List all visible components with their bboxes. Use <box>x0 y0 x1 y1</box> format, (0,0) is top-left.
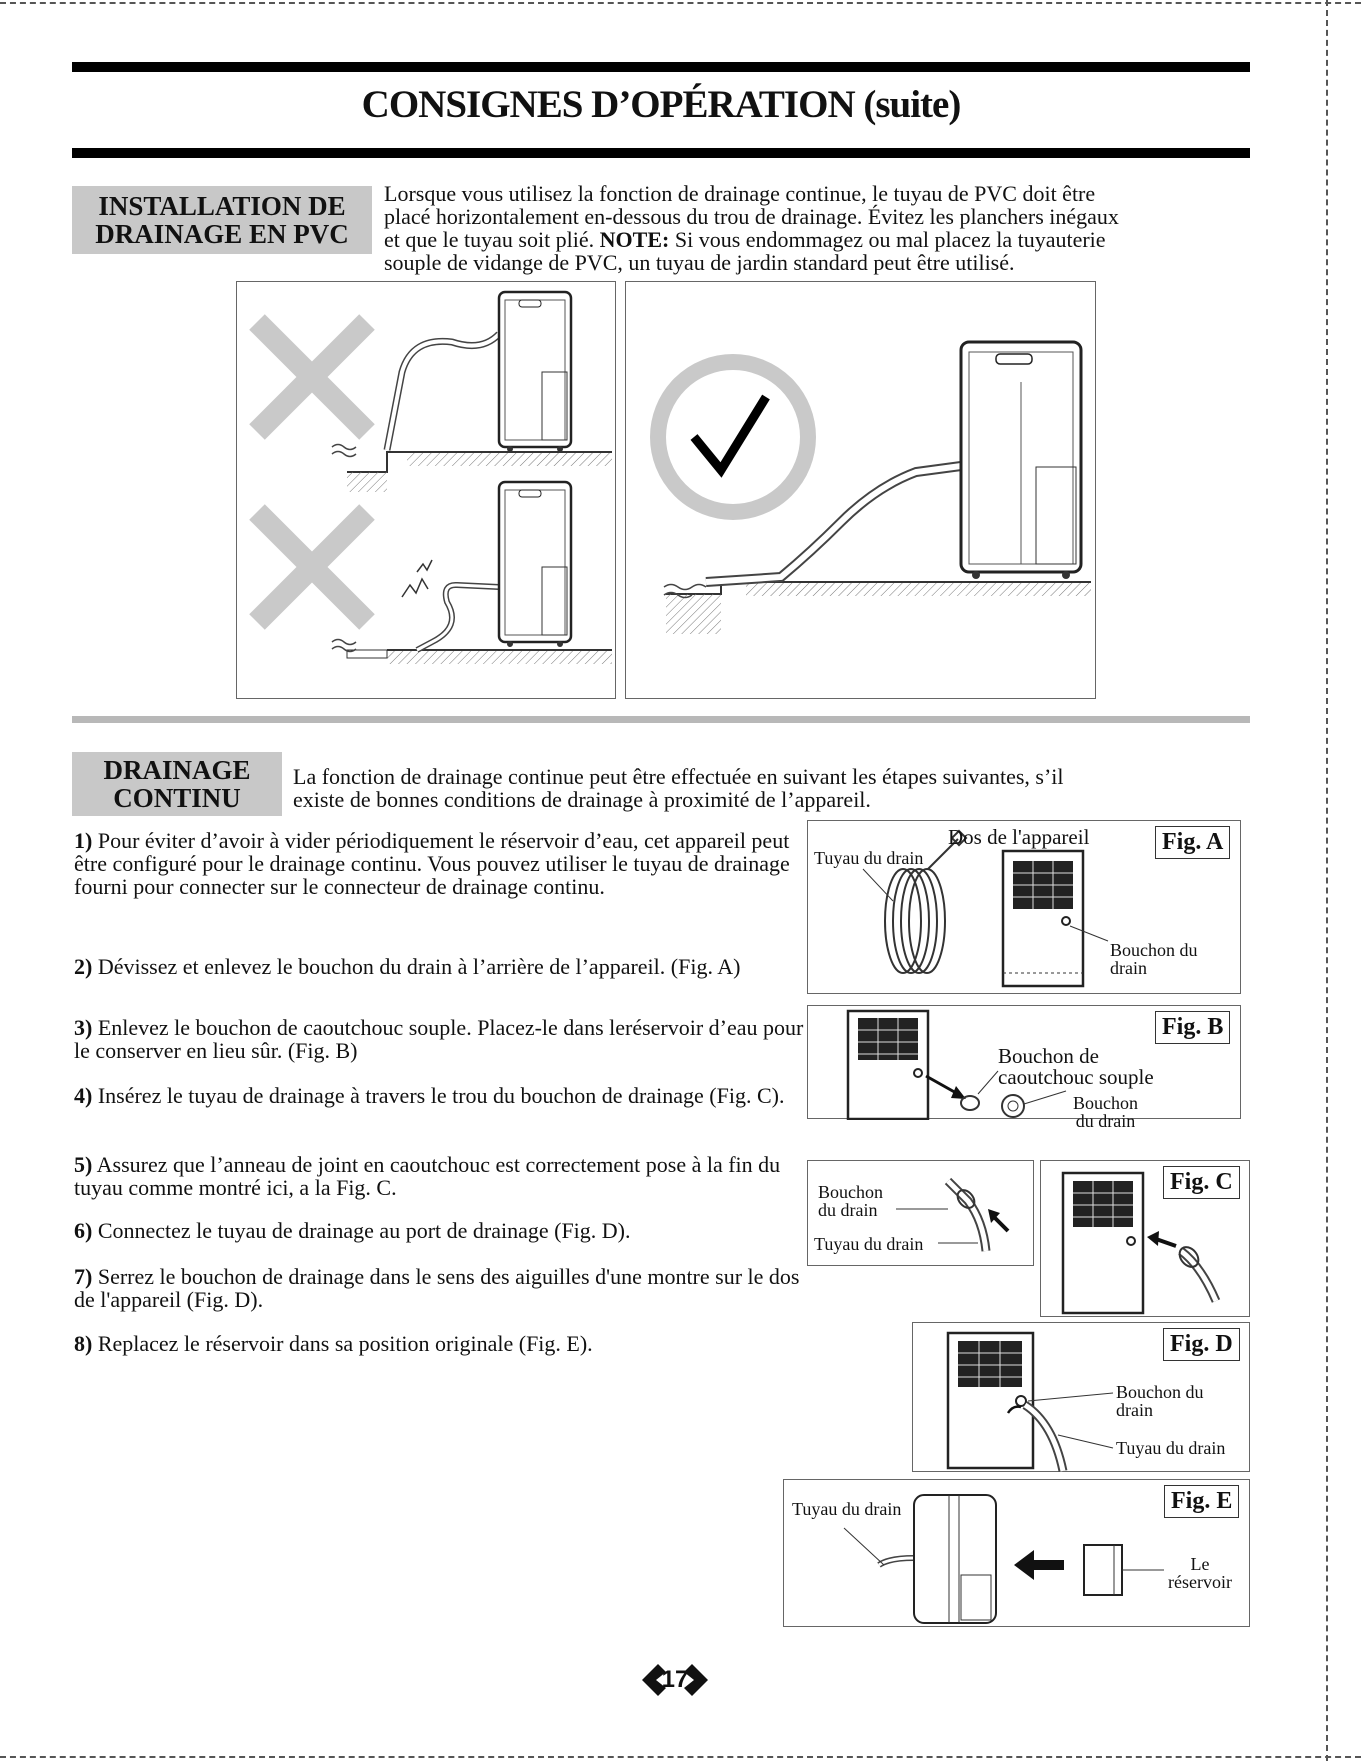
fig-d-hose-caption: Tuyau du drain <box>1116 1438 1226 1458</box>
step-text: Connectez le tuyau de drainage au port de drainage (Fig. D). <box>92 1218 631 1243</box>
pvc-text-line4: souple de vidange de PVC, un tuyau de jardin standard peut être utilisé. <box>384 250 1015 275</box>
title-rule-bottom <box>72 148 1250 158</box>
fig-a-plug-caption <box>1110 941 1198 977</box>
fig-c-plug-line2: du drain <box>818 1200 878 1220</box>
pvc-correct-illustration <box>625 281 1096 699</box>
arrow-left-icon <box>1014 1550 1064 1580</box>
continu-intro <box>293 765 1243 811</box>
step-number: 5) <box>74 1152 93 1177</box>
pvc-wrong-illustration <box>236 281 616 699</box>
step-8 <box>74 1332 804 1355</box>
fig-b-plug-line1: Bouchon <box>1073 1093 1138 1113</box>
fig-b-plug-caption <box>1073 1094 1138 1130</box>
continu-label-line2: CONTINU <box>113 783 241 813</box>
fig-e-hose-caption: Tuyau du drain <box>792 1499 902 1519</box>
step-text: Replacez le réservoir dans sa position originale (Fig. E). <box>92 1331 593 1356</box>
step-number: 6) <box>74 1218 93 1243</box>
fig-c-plug-line1: Bouchon <box>818 1182 883 1202</box>
dehumidifier-side-icon <box>914 1495 996 1623</box>
step-text: Serrez le bouchon de drainage dans le sens des aiguilles d'une montre sur le dos de l'appareil (Fig. D). <box>74 1264 800 1312</box>
fig-b-soft-line1: Bouchon de <box>998 1044 1099 1068</box>
step-number: 1) <box>74 828 93 853</box>
dehumidifier-icon <box>499 482 571 647</box>
page-border-top <box>0 2 1361 4</box>
step-text: Insérez le tuyau de drainage à travers le trou du bouchon de drainage (Fig. C). <box>92 1083 785 1108</box>
pvc-text-line2: placé horizontalement en-dessous du trou de drainage. Évitez les planchers inégaux <box>384 204 1119 229</box>
page-number-text: 17 <box>661 1666 689 1693</box>
continu-section-label <box>72 752 282 816</box>
continu-intro-line1: La fonction de drainage continue peut être effectuée en suivant les étapes suivantes, s’il <box>293 764 1064 789</box>
fig-e-label: Fig. E <box>1164 1485 1239 1518</box>
fig-d-plug-line2: drain <box>1116 1400 1153 1420</box>
figure-e <box>783 1479 1250 1627</box>
step-text: Assurez que l’anneau de joint en caoutchouc est correctement pose à la fin du tuyau comme montré ici, a la Fig. C. <box>74 1152 781 1200</box>
fig-a-back-caption: Dos de l'appareil <box>948 825 1090 849</box>
section-divider <box>72 716 1250 723</box>
step-3 <box>74 1016 804 1062</box>
step-number: 4) <box>74 1083 93 1108</box>
step-6 <box>74 1219 804 1242</box>
fig-b-soft-caption <box>998 1046 1154 1088</box>
page-number <box>640 1660 710 1700</box>
fig-b-soft-line2: caoutchouc souple <box>998 1065 1154 1089</box>
figure-d <box>912 1322 1250 1472</box>
figure-a <box>807 820 1241 994</box>
dehumidifier-back-icon <box>1003 851 1083 986</box>
rubber-plug-icon <box>961 1096 979 1110</box>
continu-label-line1: DRAINAGE <box>103 755 251 785</box>
fig-d-label: Fig. D <box>1163 1328 1240 1361</box>
fig-b-plug-line2: du drain <box>1075 1111 1136 1131</box>
step-text: Pour éviter d’avoir à vider périodiquement le réservoir d’eau, cet appareil peut être configuré pour le drainage continu. Vous pouvez utiliser le tuyau de drainage fourni pour connecter sur le connecteur de drainage continu. <box>74 828 790 899</box>
fig-c-label: Fig. C <box>1163 1166 1240 1199</box>
fig-c-hose-caption: Tuyau du drain <box>814 1234 924 1254</box>
dehumidifier-icon <box>499 292 571 452</box>
step-text: Dévissez et enlevez le bouchon du drain à l’arrière de l’appareil. (Fig. A) <box>92 954 741 979</box>
dehumidifier-back-icon <box>948 1333 1033 1468</box>
step-2 <box>74 955 804 978</box>
pvc-label-line2: DRAINAGE EN PVC <box>95 219 349 249</box>
fig-a-hose-caption: Tuyau du drain <box>814 848 924 868</box>
fig-c-plug-caption <box>818 1183 883 1219</box>
fig-e-tank-line2: réservoir <box>1168 1572 1232 1592</box>
circle-ok-icon <box>658 362 808 512</box>
page-border-right <box>1326 0 1328 1761</box>
fig-e-tank-caption <box>1168 1555 1232 1591</box>
water-tank-icon <box>1084 1545 1122 1595</box>
continu-intro-line2: existe de bonnes conditions de drainage à proximité de l’appareil. <box>293 787 871 812</box>
dehumidifier-back-icon <box>848 1011 928 1119</box>
step-5 <box>74 1153 804 1199</box>
step-1 <box>74 829 804 898</box>
title-rule-top <box>72 62 1250 72</box>
note-word: NOTE: <box>599 227 670 252</box>
drain-plug-icon <box>1002 1095 1024 1117</box>
step-text: Enlevez le bouchon de caoutchouc souple. Placez-le dans leréservoir d’eau pour le conserver en lieu sûr. (Fig. B) <box>74 1015 804 1063</box>
figure-c <box>1040 1160 1250 1317</box>
dehumidifier-back-icon <box>1063 1173 1143 1313</box>
page-border-bottom <box>0 1756 1361 1758</box>
arrow-icon <box>1147 1231 1159 1246</box>
pvc-section-label <box>72 186 372 254</box>
pvc-text-line3: et que le tuyau soit plié. NOTE: Si vous endommagez ou mal placez la tuyauterie <box>384 227 1106 252</box>
pvc-label-line1: INSTALLATION DE <box>98 191 346 221</box>
fig-e-tank-line1: Le <box>1190 1554 1210 1574</box>
step-number: 8) <box>74 1331 93 1356</box>
fig-d-plug-line1: Bouchon du <box>1116 1382 1204 1402</box>
step-number: 3) <box>74 1015 93 1040</box>
dehumidifier-icon <box>961 342 1081 579</box>
fig-a-label: Fig. A <box>1155 826 1230 859</box>
page-title: CONSIGNES D’OPÉRATION (suite) <box>361 83 961 126</box>
step-number: 7) <box>74 1264 93 1289</box>
checkmark-icon <box>694 397 766 470</box>
pvc-text <box>384 182 1234 274</box>
step-7 <box>74 1265 804 1311</box>
step-4 <box>74 1084 804 1107</box>
fig-a-plug-line2: drain <box>1110 958 1147 978</box>
fig-b-label: Fig. B <box>1155 1011 1230 1044</box>
fig-a-plug-line1: Bouchon du <box>1110 940 1198 960</box>
pvc-text-line1: Lorsque vous utilisez la fonction de drainage continue, le tuyau de PVC doit être <box>384 181 1096 206</box>
step-number: 2) <box>74 954 93 979</box>
figure-c-detail <box>807 1160 1034 1266</box>
figure-b <box>807 1005 1241 1131</box>
fig-d-plug-caption <box>1116 1383 1204 1419</box>
